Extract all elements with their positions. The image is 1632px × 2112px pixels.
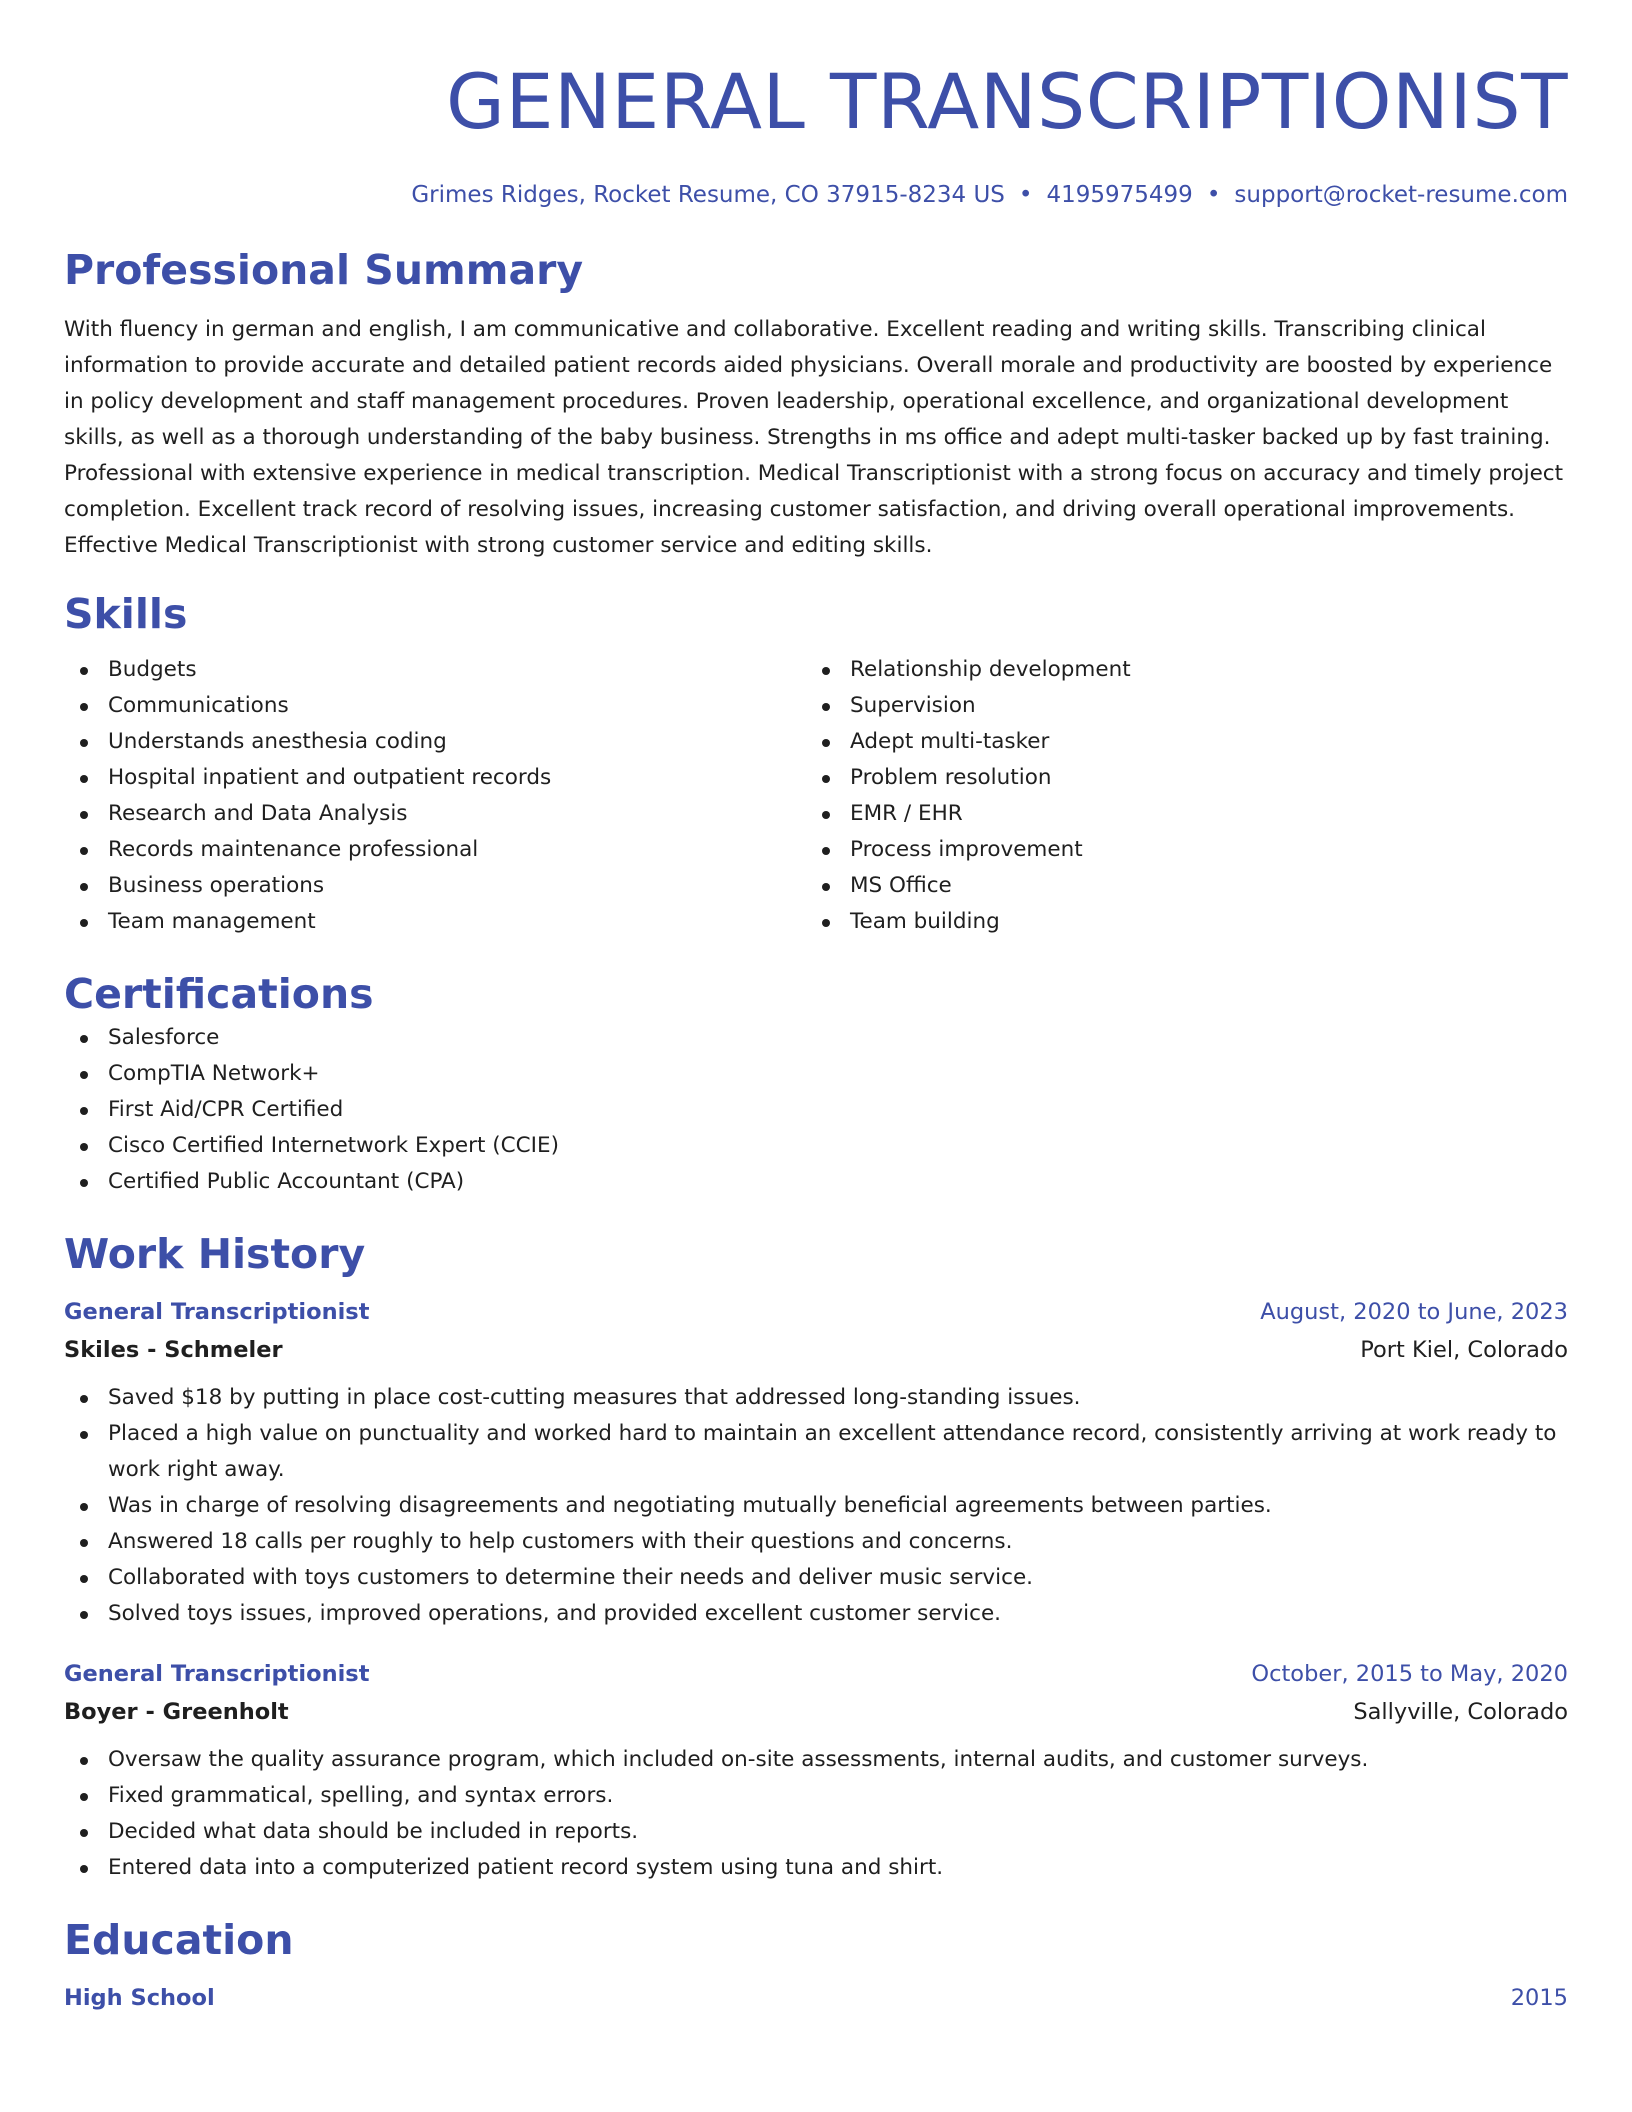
skill-item: Records maintenance professional — [64, 832, 806, 868]
section-title-certifications: Certifications — [64, 970, 374, 1018]
skills-column-left — [64, 652, 806, 940]
certification-item: CompTIA Network+ — [64, 1056, 1568, 1092]
skill-item: Supervision — [806, 688, 1548, 724]
address: Grimes Ridges, Rocket Resume, CO 37915-8234 US — [411, 182, 1005, 208]
skill-item: MS Office — [806, 868, 1548, 904]
certification-item: Salesforce — [64, 1020, 1568, 1056]
job-bullet: Entered data into a computerized patient record system using tuna and shirt. — [64, 1850, 1568, 1886]
job-bullet: Saved $18 by putting in place cost-cutting measures that addressed long-standing issues. — [64, 1380, 1568, 1416]
job-location: Port Kiel, Colorado — [1360, 1337, 1568, 1363]
section-title-work-history: Work History — [64, 1230, 366, 1278]
contact-separator: • — [1018, 182, 1033, 208]
education-year: 2015 — [1510, 1985, 1568, 2011]
job-dates: October, 2015 to May, 2020 — [1251, 1661, 1568, 1687]
skills-list — [64, 652, 1568, 940]
job-entry — [64, 1656, 1568, 1886]
resume-name: GENERAL TRANSCRIPTIONIST — [446, 57, 1568, 146]
certification-item: First Aid/CPR Certified — [64, 1092, 1568, 1128]
skill-item: Team management — [64, 904, 806, 940]
job-company-row — [64, 1692, 1568, 1732]
job-title: General Transcriptionist — [64, 1299, 370, 1325]
job-company-row — [64, 1330, 1568, 1370]
skill-item: Communications — [64, 688, 806, 724]
job-header-row — [64, 1656, 1568, 1692]
job-bullets — [64, 1742, 1568, 1886]
job-dates: August, 2020 to June, 2023 — [1260, 1299, 1568, 1325]
email-link[interactable]: support@rocket-resume.com — [1234, 182, 1568, 208]
skill-item: Process improvement — [806, 832, 1548, 868]
job-bullet: Was in charge of resolving disagreements and negotiating mutually beneficial agreements between parties. — [64, 1488, 1568, 1524]
skill-item: Hospital inpatient and outpatient records — [64, 760, 806, 796]
skill-item: Research and Data Analysis — [64, 796, 806, 832]
skill-item: Business operations — [64, 868, 806, 904]
job-bullet: Fixed grammatical, spelling, and syntax errors. — [64, 1778, 1568, 1814]
certification-item: Certified Public Accountant (CPA) — [64, 1164, 1568, 1200]
job-company: Skiles - Schmeler — [64, 1337, 283, 1363]
job-header-row — [64, 1294, 1568, 1330]
job-bullet: Collaborated with toys customers to determine their needs and deliver music service. — [64, 1560, 1568, 1596]
phone: 4195975499 — [1046, 182, 1193, 208]
resume-page — [64, 0, 1568, 2016]
skills-column-right — [806, 652, 1548, 940]
job-location: Sallyville, Colorado — [1353, 1699, 1568, 1725]
section-title-education: Education — [64, 1916, 294, 1964]
job-bullet: Oversaw the quality assurance program, which included on-site assessments, internal audits, and customer surveys. — [64, 1742, 1568, 1778]
skill-item: Understands anesthesia coding — [64, 724, 806, 760]
job-bullet: Solved toys issues, improved operations, and provided excellent customer service. — [64, 1596, 1568, 1632]
education-row — [64, 1980, 1568, 2016]
section-title-skills: Skills — [64, 590, 188, 638]
contact-separator: • — [1206, 182, 1221, 208]
summary-text: With fluency in german and english, I am communicative and collaborative. Excellent reading and writing skills. Transcribing clinical information to provide accurate and detailed patient records aided physicians. Overall morale and productivity are boosted by experience in policy development and staff management procedures. Proven leadership, operational excellence, and organizational development skills, as well as a thorough understanding of the baby business. Strengths in ms office and adept multi-tasker backed up by fast training. Professional with extensive experience in medical transcription. Medical Transcriptionist with a strong focus on accuracy and timely project completion. Excellent track record of resolving issues, increasing customer satisfaction, and driving overall operational improvements. Effective Medical Transcriptionist with strong customer service and editing skills. — [64, 317, 1564, 558]
skill-item: Team building — [806, 904, 1548, 940]
skill-item: Budgets — [64, 652, 806, 688]
job-bullet: Placed a high value on punctuality and worked hard to maintain an excellent attendance record, consistently arriving at work ready to work right away. — [64, 1416, 1568, 1488]
skill-item: Adept multi-tasker — [806, 724, 1548, 760]
job-bullet: Decided what data should be included in reports. — [64, 1814, 1568, 1850]
job-bullets — [64, 1380, 1568, 1632]
certification-item: Cisco Certified Internetwork Expert (CCIE) — [64, 1128, 1568, 1164]
job-bullet: Answered 18 calls per roughly to help customers with their questions and concerns. — [64, 1524, 1568, 1560]
skill-item: EMR / EHR — [806, 796, 1548, 832]
contact-line — [64, 180, 1568, 210]
section-title-professional-summary: Professional Summary — [64, 246, 584, 294]
job-title: General Transcriptionist — [64, 1661, 370, 1687]
certifications-list — [64, 1020, 1568, 1200]
education-degree: High School — [64, 1985, 215, 2011]
skill-item: Problem resolution — [806, 760, 1548, 796]
job-company: Boyer - Greenholt — [64, 1699, 289, 1725]
skill-item: Relationship development — [806, 652, 1548, 688]
job-entry — [64, 1294, 1568, 1632]
